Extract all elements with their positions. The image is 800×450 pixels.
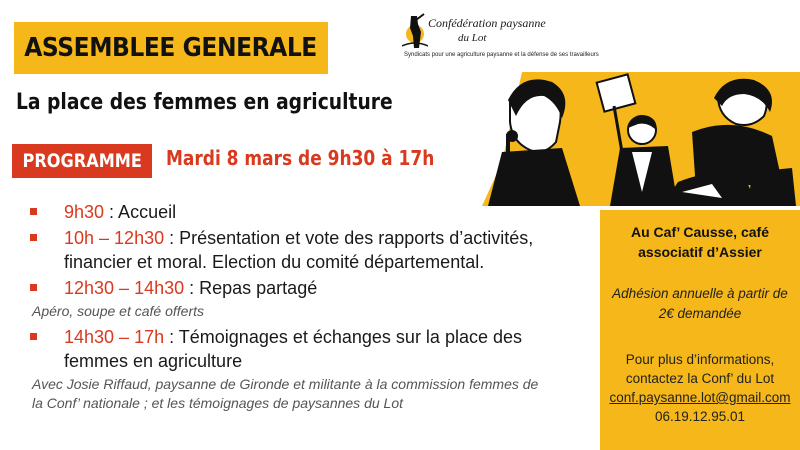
square-bullet-icon — [30, 333, 37, 340]
item-time: 12h30 – 14h30 — [64, 278, 185, 298]
item-text: : Présentation et vote des rapports d’activités, financier et moral. Election du comité départemental. — [64, 228, 534, 272]
women-farmers-illustration-icon — [482, 72, 800, 206]
item-text: : Témoignages et échanges sur la place des femmes en agriculture — [64, 327, 522, 371]
title-banner — [14, 22, 328, 74]
info-line: Pour plus d’informations, — [625, 352, 775, 367]
event-date: Mardi 8 mars de 9h30 à 17h — [166, 146, 435, 170]
organization-logo — [402, 12, 599, 62]
item-time: 9h30 — [64, 202, 105, 222]
list-item — [30, 200, 550, 224]
list-item — [30, 276, 550, 300]
phone-number: 06.19.12.95.01 — [654, 409, 746, 424]
page-subtitle: La place des femmes en agriculture — [16, 90, 393, 115]
guest-note: Avec Josie Riffaud, paysanne de Gironde et militante à la commission femmes de la Conf’ nationale ; et les témoignages de paysannes du Lot — [32, 376, 539, 411]
sun-farmer-logo-icon — [402, 12, 428, 50]
programme-list — [30, 200, 550, 417]
info-line: contactez la Conf’ du Lot — [625, 371, 775, 386]
logo-region: du Lot — [458, 32, 487, 44]
venue-text: Au Caf’ Causse, café associatif d’Assier — [631, 224, 769, 260]
programme-label: PROGRAMME — [22, 150, 142, 172]
logo-tagline: Syndicats pour une agriculture paysanne et la défense de ses travailleurs — [404, 52, 599, 58]
contact-info — [600, 350, 800, 426]
email-link[interactable]: conf.paysanne.lot@gmail.com — [609, 390, 791, 405]
programme-badge — [12, 144, 152, 178]
info-panel — [600, 210, 800, 450]
item-text: : Repas partagé — [184, 278, 318, 298]
logo-name: Confédération paysanne — [428, 16, 546, 30]
item-text: : Accueil — [104, 202, 177, 222]
adhesion-text: Adhésion annuelle à partir de 2€ demandée — [612, 286, 788, 321]
item-time: 10h – 12h30 — [64, 228, 165, 248]
page-title: ASSEMBLEE GENERALE — [24, 33, 318, 63]
item-time: 14h30 – 17h — [64, 327, 165, 347]
lunch-note: Apéro, soupe et café offerts — [32, 303, 204, 319]
square-bullet-icon — [30, 234, 37, 241]
square-bullet-icon — [30, 208, 37, 215]
list-item — [30, 325, 550, 373]
list-item — [30, 226, 550, 274]
square-bullet-icon — [30, 284, 37, 291]
